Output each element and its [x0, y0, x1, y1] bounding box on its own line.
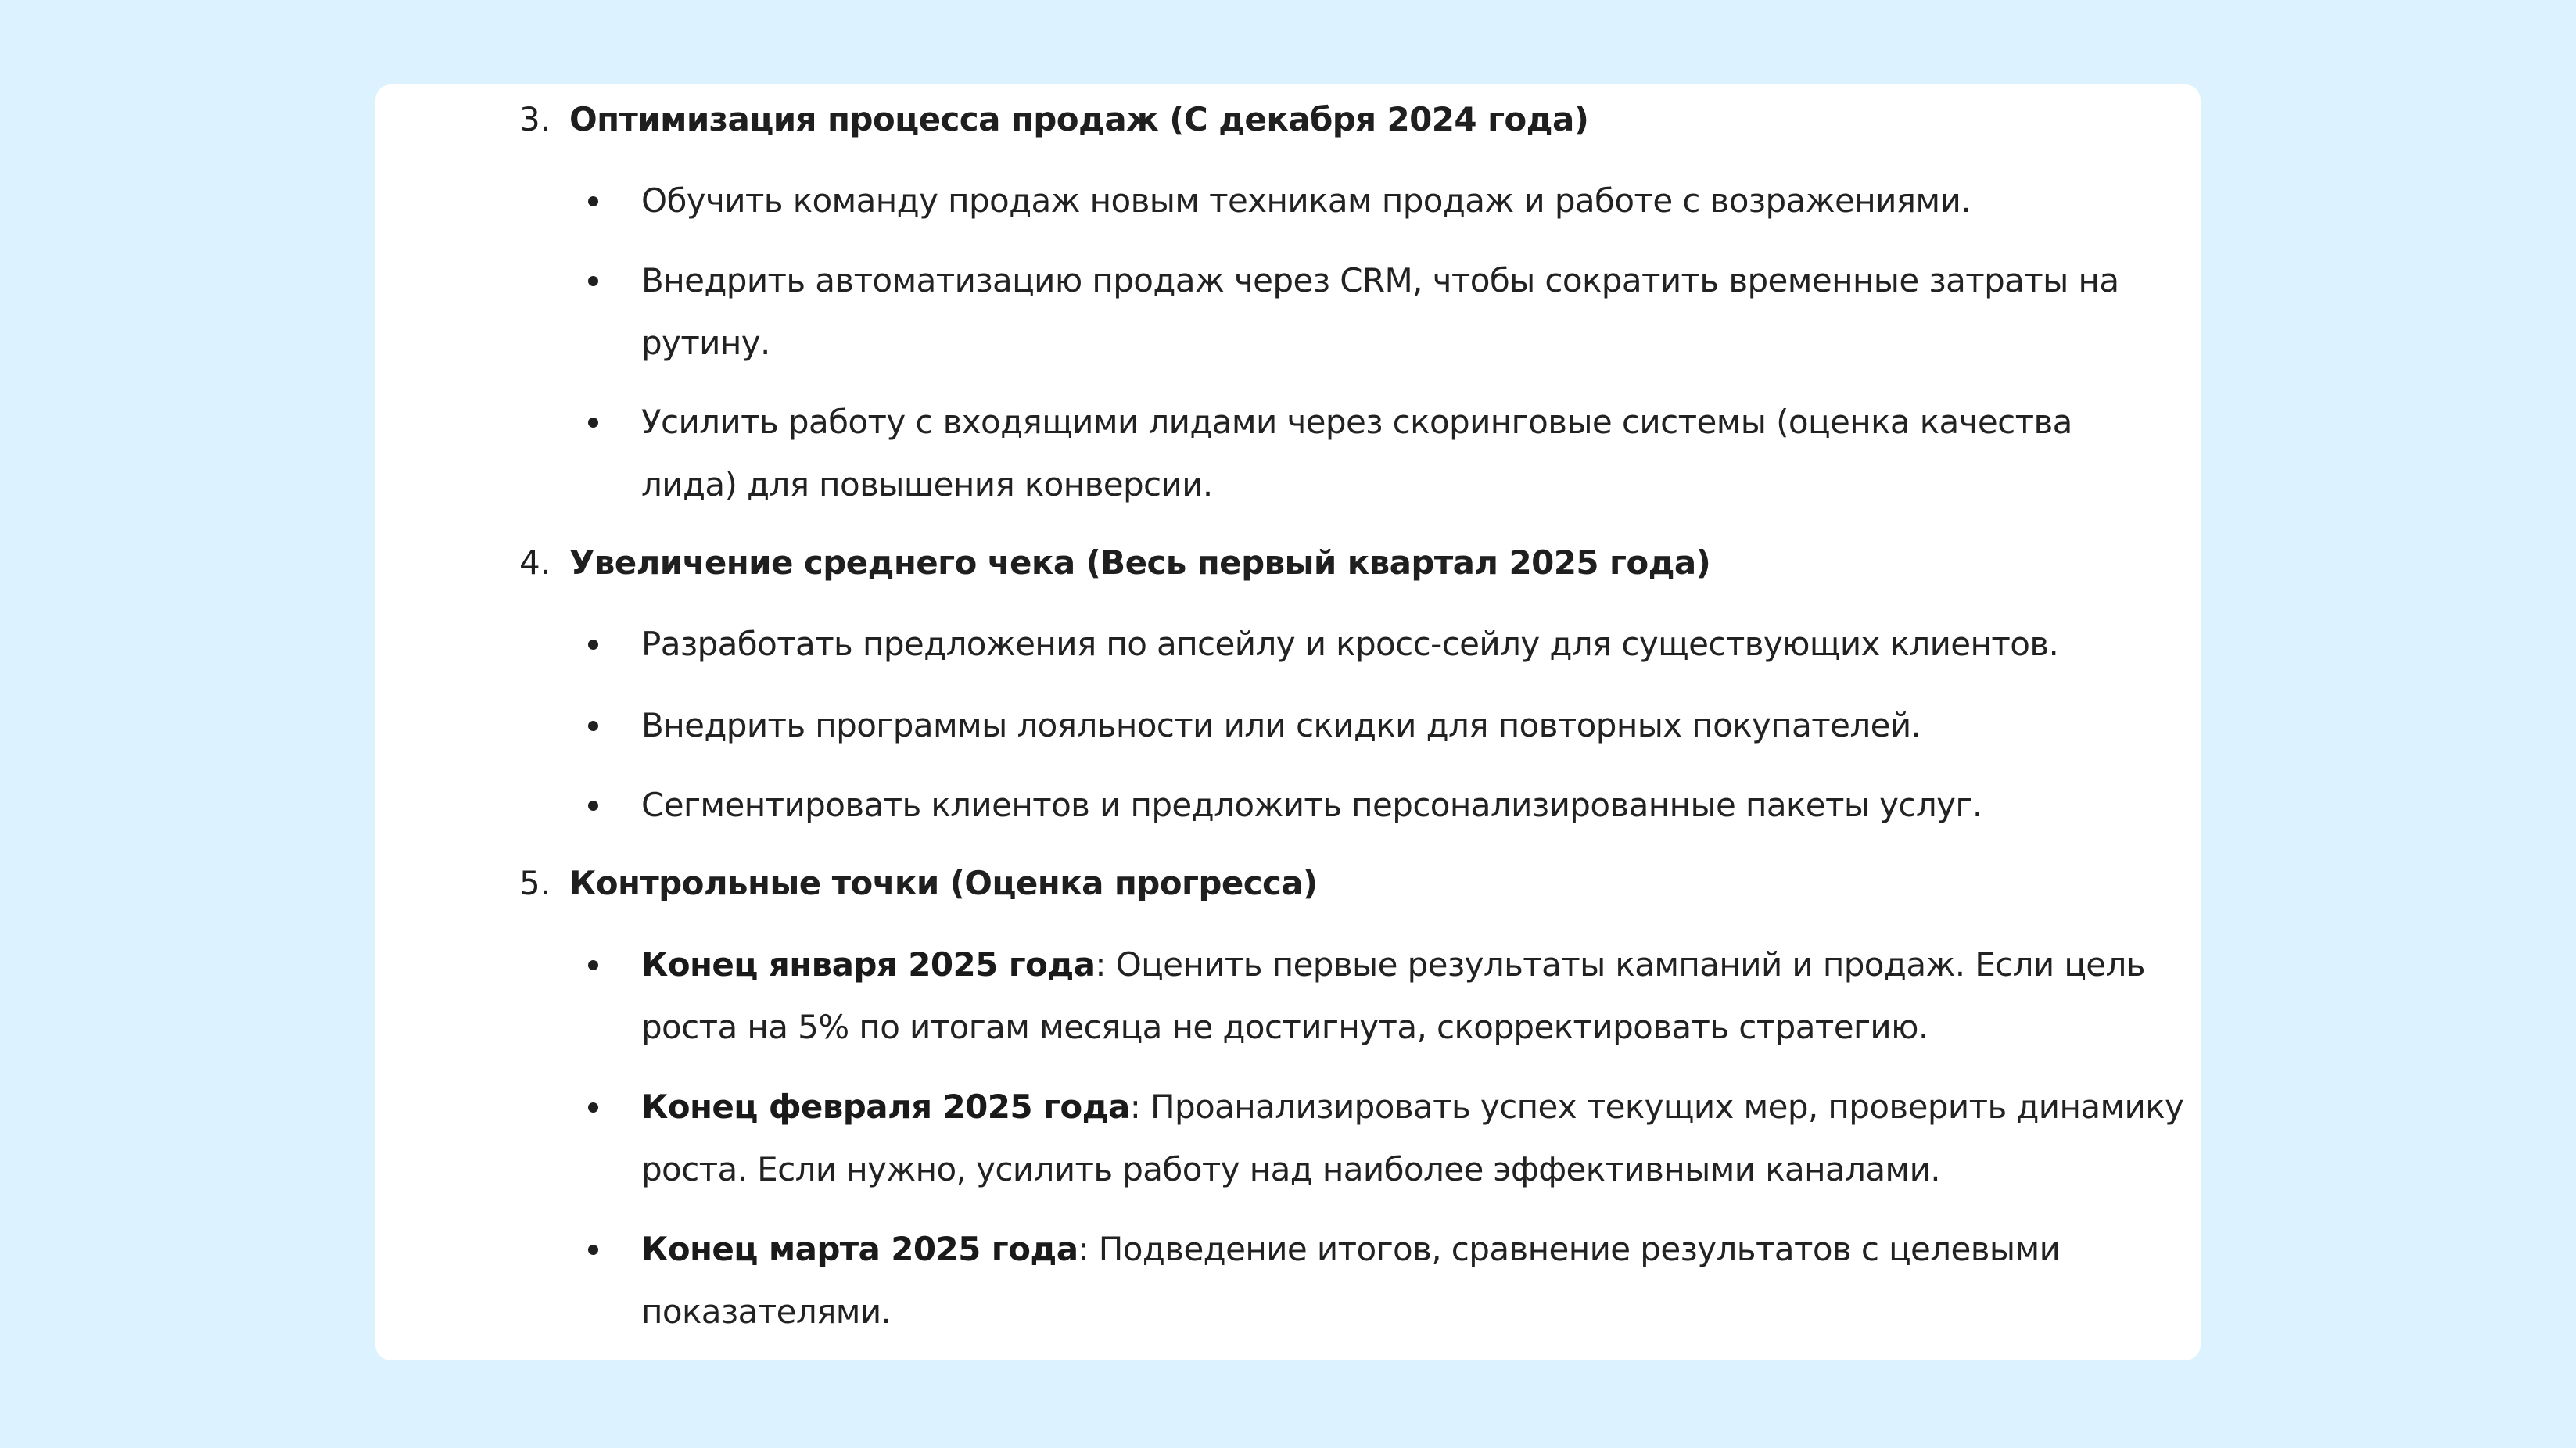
milestone-label: Конец февраля 2025 года: [641, 1088, 1130, 1126]
list-number: 4.: [519, 543, 551, 582]
bullet-text: Внедрить программы лояльности или скидки для повторных покупателей.: [641, 706, 1921, 744]
list-number: 5.: [519, 864, 551, 902]
bullet-text-continued: показателями.: [641, 1292, 892, 1331]
bullet-text-continued: роста. Если нужно, усилить работу над наиболее эффективными каналами.: [641, 1150, 1941, 1188]
milestone-label: Конец марта 2025 года: [641, 1230, 1078, 1268]
bullet-dot-icon: [588, 196, 598, 206]
bullet-dot-icon: [588, 721, 598, 731]
milestone-label: Конец января 2025 года: [641, 945, 1096, 984]
section-heading: Увеличение среднего чека (Весь первый квартал 2025 года): [569, 543, 1711, 582]
section-heading: Контрольные точки (Оценка прогресса): [569, 864, 1318, 902]
bullet-dot-icon: [588, 960, 598, 970]
bullet-dot-icon: [588, 418, 598, 428]
bullet-text-continued: лида) для повышения конверсии.: [641, 465, 1213, 504]
bullet-text: [641, 1076, 2463, 1138]
bullet-text-continued: роста на 5% по итогам месяца не достигнута, скорректировать стратегию.: [641, 1008, 1928, 1046]
bullet-text: Разработать предложения по апсейлу и кросс-сейлу для существующих клиентов.: [641, 625, 2059, 663]
list-number: 3.: [519, 100, 551, 138]
bullet-text: [641, 934, 2463, 996]
milestone-text: : Проанализировать успех текущих мер, проверить динамику: [1129, 1088, 2184, 1126]
bullet-dot-icon: [588, 276, 598, 286]
bullet-text: Сегментировать клиентов и предложить персонализированные пакеты услуг.: [641, 786, 1982, 824]
section-heading: Оптимизация процесса продаж (С декабря 2024 года): [569, 100, 1589, 138]
bullet-dot-icon: [588, 640, 598, 650]
milestone-text: : Оценить первые результаты кампаний и продаж. Если цель: [1095, 945, 2145, 984]
bullet-dot-icon: [588, 801, 598, 811]
content-card: [375, 84, 2201, 1360]
bullet-text: Внедрить автоматизацию продаж через CRM, чтобы сократить временные затраты на: [641, 261, 2119, 299]
bullet-text: [641, 1218, 2463, 1281]
bullet-text: Обучить команду продаж новым техникам продаж и работе с возражениями.: [641, 181, 1971, 220]
milestone-text: : Подведение итогов, сравнение результатов с целевыми: [1078, 1230, 2061, 1268]
bullet-text-continued: рутину.: [641, 324, 770, 362]
bullet-text: Усилить работу с входящими лидами через скоринговые системы (оценка качества: [641, 403, 2072, 441]
bullet-dot-icon: [588, 1245, 598, 1255]
bullet-dot-icon: [588, 1102, 598, 1113]
